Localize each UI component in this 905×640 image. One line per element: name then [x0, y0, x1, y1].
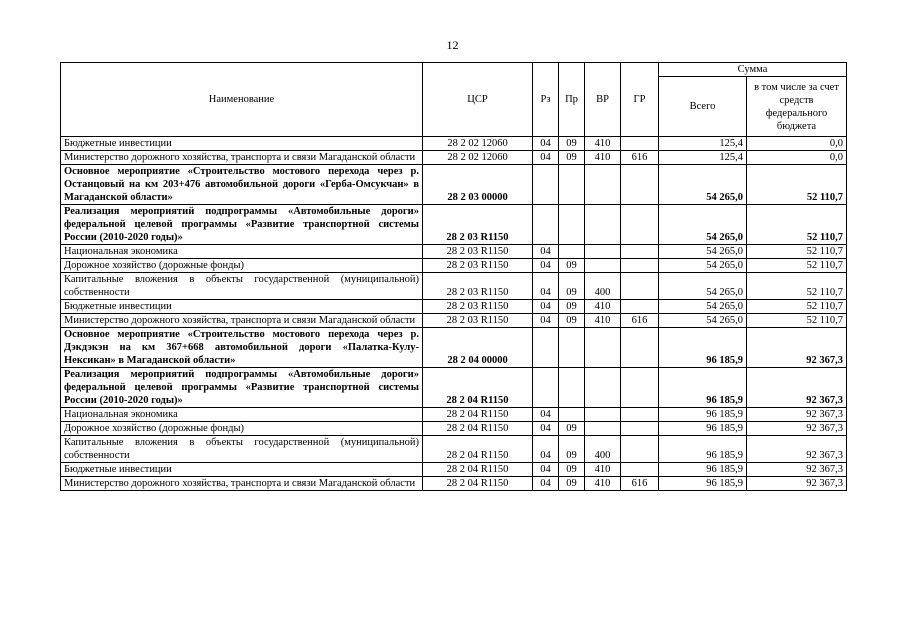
cell-pr: 09	[559, 477, 585, 491]
cell-name: Основное мероприятие «Строительство мостового перехода через р. Дэкдэкэн на км 367+668 автомобильной дороги «Палатка-Кулу-Нексикан» в Магаданской области»	[61, 328, 423, 368]
header-rz: Рз	[533, 63, 559, 137]
cell-gr	[621, 273, 659, 300]
cell-vr	[585, 368, 621, 408]
cell-vr	[585, 245, 621, 259]
cell-vr: 410	[585, 151, 621, 165]
cell-pr: 09	[559, 259, 585, 273]
cell-vr: 400	[585, 436, 621, 463]
cell-total: 96 185,9	[659, 408, 747, 422]
cell-total: 96 185,9	[659, 477, 747, 491]
cell-gr	[621, 436, 659, 463]
page-number: 12	[446, 38, 459, 52]
cell-gr: 616	[621, 314, 659, 328]
cell-csr: 28 2 03 00000	[423, 165, 533, 205]
cell-pr: 09	[559, 300, 585, 314]
table-body	[61, 137, 847, 491]
cell-total: 54 265,0	[659, 245, 747, 259]
cell-pr	[559, 205, 585, 245]
cell-vr: 410	[585, 477, 621, 491]
cell-vr	[585, 422, 621, 436]
cell-federal: 92 367,3	[747, 408, 847, 422]
cell-name: Национальная экономика	[61, 245, 423, 259]
cell-rz	[533, 165, 559, 205]
cell-pr	[559, 165, 585, 205]
cell-total: 125,4	[659, 137, 747, 151]
table-row	[61, 165, 847, 205]
table-row	[61, 477, 847, 491]
cell-pr	[559, 368, 585, 408]
cell-rz	[533, 368, 559, 408]
cell-vr	[585, 328, 621, 368]
cell-federal: 92 367,3	[747, 368, 847, 408]
cell-pr: 09	[559, 314, 585, 328]
cell-total: 96 185,9	[659, 463, 747, 477]
cell-gr	[621, 259, 659, 273]
cell-pr: 09	[559, 422, 585, 436]
cell-pr: 09	[559, 273, 585, 300]
cell-federal: 52 110,7	[747, 245, 847, 259]
cell-rz	[533, 328, 559, 368]
cell-csr: 28 2 04 00000	[423, 328, 533, 368]
cell-name: Дорожное хозяйство (дорожные фонды)	[61, 422, 423, 436]
cell-pr	[559, 328, 585, 368]
cell-csr: 28 2 03 R1150	[423, 300, 533, 314]
table-row	[61, 408, 847, 422]
cell-total: 96 185,9	[659, 368, 747, 408]
header-pr: Пр	[559, 63, 585, 137]
table-row	[61, 259, 847, 273]
cell-gr	[621, 300, 659, 314]
cell-total: 54 265,0	[659, 273, 747, 300]
cell-name: Министерство дорожного хозяйства, транспорта и связи Магаданской области	[61, 314, 423, 328]
cell-csr: 28 2 02 12060	[423, 151, 533, 165]
cell-rz: 04	[533, 259, 559, 273]
cell-total: 54 265,0	[659, 165, 747, 205]
cell-name: Основное мероприятие «Строительство мостового перехода через р. Останцовый на км 203+476 автомобильной дороги «Герба-Омсукчан» в Магаданской области»	[61, 165, 423, 205]
cell-csr: 28 2 04 R1150	[423, 368, 533, 408]
header-total: Всего	[659, 77, 747, 137]
cell-name: Национальная экономика	[61, 408, 423, 422]
cell-federal: 52 110,7	[747, 259, 847, 273]
cell-csr: 28 2 04 R1150	[423, 463, 533, 477]
table-row	[61, 151, 847, 165]
table-row	[61, 436, 847, 463]
cell-vr: 410	[585, 300, 621, 314]
cell-csr: 28 2 03 R1150	[423, 314, 533, 328]
cell-name: Капитальные вложения в объекты государственной (муниципальной) собственности	[61, 436, 423, 463]
cell-gr	[621, 422, 659, 436]
cell-name: Бюджетные инвестиции	[61, 137, 423, 151]
cell-pr: 09	[559, 463, 585, 477]
cell-federal: 0,0	[747, 137, 847, 151]
table-row	[61, 422, 847, 436]
cell-csr: 28 2 04 R1150	[423, 422, 533, 436]
cell-gr	[621, 245, 659, 259]
cell-total: 96 185,9	[659, 436, 747, 463]
cell-total: 125,4	[659, 151, 747, 165]
cell-csr: 28 2 03 R1150	[423, 205, 533, 245]
cell-federal: 52 110,7	[747, 314, 847, 328]
cell-rz: 04	[533, 463, 559, 477]
cell-csr: 28 2 04 R1150	[423, 408, 533, 422]
cell-rz	[533, 205, 559, 245]
table-row	[61, 137, 847, 151]
cell-name: Бюджетные инвестиции	[61, 300, 423, 314]
cell-csr: 28 2 03 R1150	[423, 259, 533, 273]
cell-federal: 92 367,3	[747, 328, 847, 368]
table-row	[61, 245, 847, 259]
cell-name: Министерство дорожного хозяйства, транспорта и связи Магаданской области	[61, 477, 423, 491]
cell-vr	[585, 259, 621, 273]
header-csr: ЦСР	[423, 63, 533, 137]
cell-pr	[559, 408, 585, 422]
table-row	[61, 463, 847, 477]
cell-pr: 09	[559, 137, 585, 151]
cell-federal: 52 110,7	[747, 205, 847, 245]
cell-total: 54 265,0	[659, 259, 747, 273]
cell-gr	[621, 463, 659, 477]
table-row	[61, 273, 847, 300]
cell-total: 96 185,9	[659, 422, 747, 436]
cell-name: Капитальные вложения в объекты государственной (муниципальной) собственности	[61, 273, 423, 300]
cell-rz: 04	[533, 151, 559, 165]
cell-rz: 04	[533, 477, 559, 491]
cell-federal: 52 110,7	[747, 273, 847, 300]
cell-name: Министерство дорожного хозяйства, транспорта и связи Магаданской области	[61, 151, 423, 165]
cell-total: 54 265,0	[659, 314, 747, 328]
cell-name: Реализация мероприятий подпрограммы «Автомобильные дороги» федеральной целевой программы «Развитие транспортной системы России (2010-2020 годы)»	[61, 205, 423, 245]
cell-gr	[621, 205, 659, 245]
cell-csr: 28 2 03 R1150	[423, 245, 533, 259]
cell-federal: 52 110,7	[747, 300, 847, 314]
header-name: Наименование	[61, 63, 423, 137]
cell-csr: 28 2 04 R1150	[423, 436, 533, 463]
cell-vr	[585, 408, 621, 422]
header-federal: в том числе за счет средств федерального бюджета	[747, 77, 847, 137]
cell-total: 54 265,0	[659, 205, 747, 245]
cell-total: 54 265,0	[659, 300, 747, 314]
cell-federal: 0,0	[747, 151, 847, 165]
cell-rz: 04	[533, 273, 559, 300]
cell-total: 96 185,9	[659, 328, 747, 368]
cell-federal: 92 367,3	[747, 422, 847, 436]
cell-name: Дорожное хозяйство (дорожные фонды)	[61, 259, 423, 273]
cell-rz: 04	[533, 314, 559, 328]
cell-gr	[621, 408, 659, 422]
cell-pr: 09	[559, 151, 585, 165]
table-row	[61, 328, 847, 368]
table-header	[61, 63, 847, 137]
cell-vr: 400	[585, 273, 621, 300]
table-row	[61, 314, 847, 328]
table-row	[61, 368, 847, 408]
cell-rz: 04	[533, 408, 559, 422]
cell-federal: 92 367,3	[747, 436, 847, 463]
cell-rz: 04	[533, 436, 559, 463]
cell-vr: 410	[585, 463, 621, 477]
cell-rz: 04	[533, 422, 559, 436]
budget-table	[60, 62, 847, 491]
cell-gr	[621, 137, 659, 151]
header-gr: ГР	[621, 63, 659, 137]
cell-gr	[621, 368, 659, 408]
cell-federal: 92 367,3	[747, 477, 847, 491]
table-row	[61, 300, 847, 314]
cell-rz: 04	[533, 245, 559, 259]
cell-rz: 04	[533, 300, 559, 314]
header-vr: ВР	[585, 63, 621, 137]
cell-gr: 616	[621, 151, 659, 165]
table-row	[61, 205, 847, 245]
cell-rz: 04	[533, 137, 559, 151]
cell-gr	[621, 328, 659, 368]
cell-name: Бюджетные инвестиции	[61, 463, 423, 477]
cell-vr	[585, 205, 621, 245]
cell-vr	[585, 165, 621, 205]
cell-vr: 410	[585, 137, 621, 151]
cell-gr: 616	[621, 477, 659, 491]
cell-csr: 28 2 04 R1150	[423, 477, 533, 491]
cell-pr: 09	[559, 436, 585, 463]
cell-csr: 28 2 03 R1150	[423, 273, 533, 300]
header-sum: Сумма	[659, 63, 847, 77]
cell-federal: 92 367,3	[747, 463, 847, 477]
cell-vr: 410	[585, 314, 621, 328]
cell-name: Реализация мероприятий подпрограммы «Автомобильные дороги» федеральной целевой программы «Развитие транспортной системы России (2010-2020 годы)»	[61, 368, 423, 408]
cell-csr: 28 2 02 12060	[423, 137, 533, 151]
cell-pr	[559, 245, 585, 259]
cell-gr	[621, 165, 659, 205]
cell-federal: 52 110,7	[747, 165, 847, 205]
